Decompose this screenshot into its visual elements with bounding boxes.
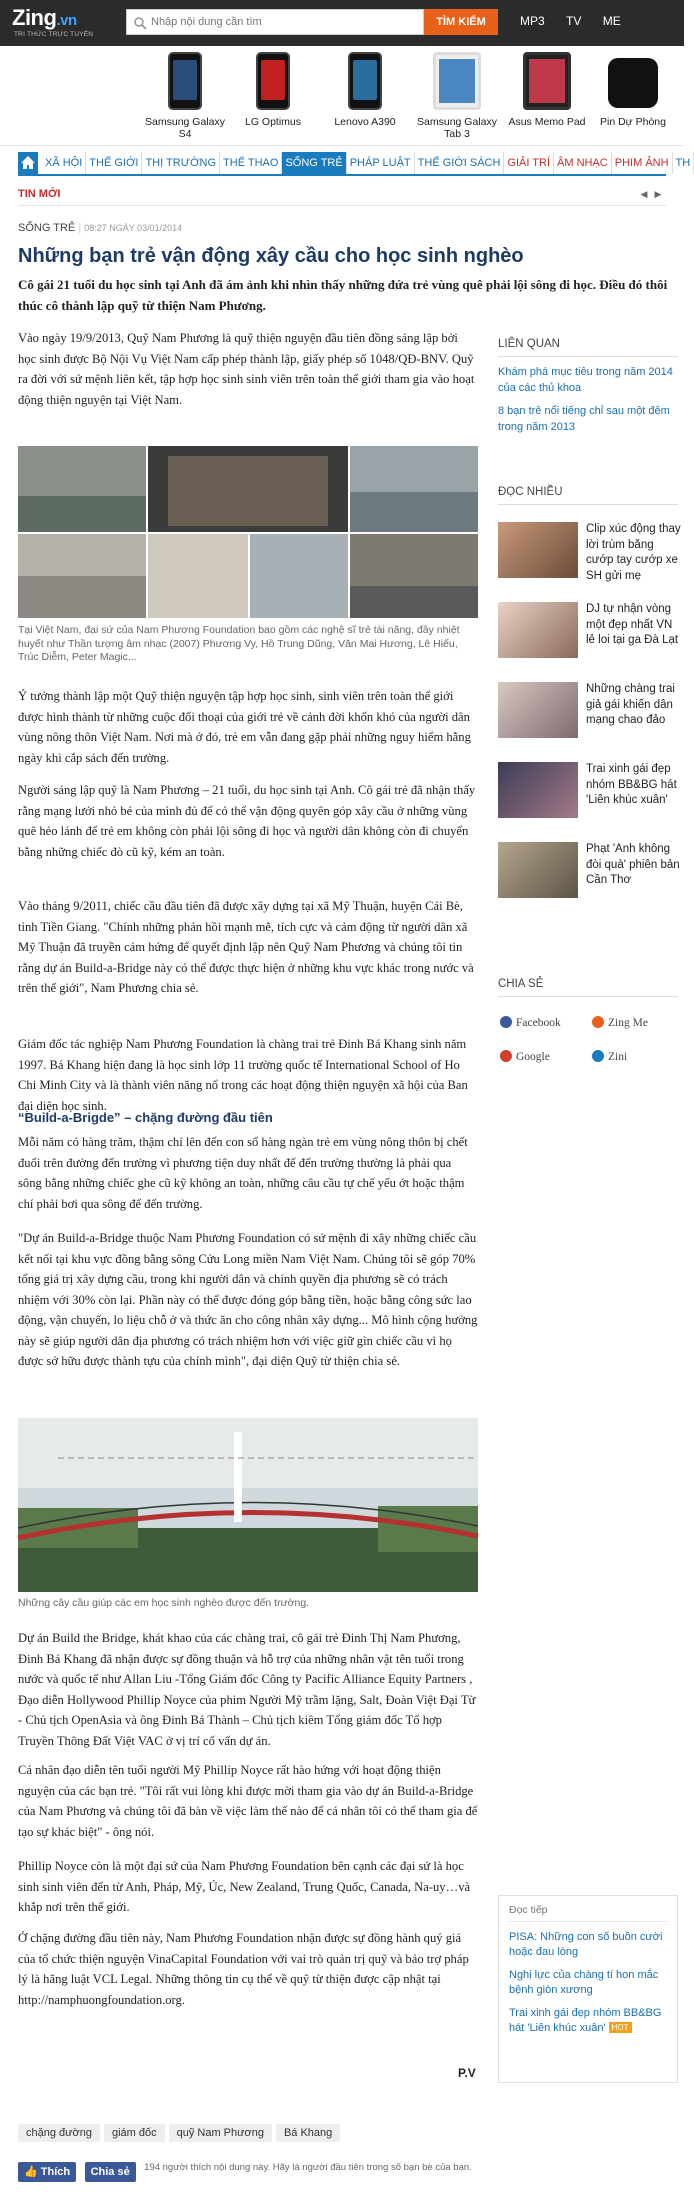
nav-item-the-thao[interactable]: THỂ THAO bbox=[220, 152, 282, 174]
paragraph: Cá nhân đạo diễn tên tuổi người Mỹ Phillip Noyce rất hào hứng với hoạt động thiện nguyện của các bạn trẻ. "Tôi rất vui lòng khi được mời tham gia vào dự án Build-a-Bridge của Nam Phương và chúng tôi đã bàn về việc làm thế nào để cá nhân tôi có thể tham gia để tạo sự khác biệt" - ông nói. bbox=[18, 1763, 478, 1839]
most-read-title-text: Clip xúc động thay lời trùm băng cướp tay cướp xe SH gửi mẹ bbox=[586, 523, 681, 582]
related-link[interactable]: 8 bạn trẻ nổi tiếng chỉ sau một đêm trong năm 2013 bbox=[498, 405, 670, 433]
nav-item-th[interactable]: TH bbox=[673, 152, 694, 174]
read-more-box bbox=[498, 1895, 678, 2083]
article-sapo: Cô gái 21 tuổi du học sinh tại Anh đã ám ảnh khi nhìn thấy những đứa trẻ vùng quê phải lội sông đi học. Điều đó thôi thúc cô thành lập quỹ từ thiện Nam Phương. bbox=[18, 277, 668, 313]
related-link[interactable]: Khám phá mục tiêu trong năm 2014 của các thủ khoa bbox=[498, 366, 673, 394]
most-read-title-text: Phạt 'Anh không đòi quà' phiên bản Cần Thơ bbox=[586, 843, 680, 886]
zini-icon bbox=[592, 1050, 604, 1062]
photo-collage-image bbox=[18, 446, 478, 618]
read-more-link[interactable]: PISA: Những con số buồn cười hoặc đau lòng bbox=[509, 1931, 663, 1958]
article-category[interactable]: SỐNG TRẺ bbox=[18, 222, 76, 234]
paragraph: Người sáng lập quỹ là Nam Phương – 21 tuổi, du học sinh tại Anh. Cô gái trẻ đã nhận thấy rằng mạng lưới nhỏ bé của mình đủ để có thể vận động quyên góp xây cầu ở những vùng quê hẻo lánh để trẻ em không còn phải lội sông đi học và người dân không còn đi chuyển bằng những chiếc đò cũ kỹ, kém an toàn. bbox=[18, 783, 476, 859]
top-link-mp3[interactable]: MP3 bbox=[520, 14, 545, 28]
paragraph: "Dự án Build-a-Bridge thuộc Nam Phương Foundation có sứ mệnh đi xây những chiếc cầu kết nối tại khu vực đồng bằng sông Cửu Long miền Nam Việt Nam. Chúng tôi sẽ góp 70% tổng giá trị xây dựng cầu, trong khi người dân và chính quyền địa phương sẽ có trách nhiệm với 30% còn lại. Phần này có thể được đóng góp bằng tiền, hoặc bằng công sức lao động, vận chuyển, lo liệu chỗ ở và thức ăn cho công nhân xây dựng... Mô hình cộng hưởng này sẽ giúp người dân địa phương có trách nhiệm hơn với việc giữ gìn chiếc cầu vì họ được sở hữu được thành tựu của chính mình", đại diện Quỹ từ thiện chia sẻ. bbox=[18, 1231, 478, 1368]
product-name: Lenovo A390 bbox=[334, 116, 396, 128]
product-name: Samsung Galaxy Tab 3 bbox=[417, 116, 497, 140]
tag-item[interactable]: giám đốc bbox=[104, 2124, 165, 2142]
product-item[interactable] bbox=[412, 52, 502, 144]
zing-logo[interactable] bbox=[12, 5, 122, 41]
share-section bbox=[498, 978, 678, 997]
share-google[interactable]: Google bbox=[500, 1050, 550, 1063]
nav-item-thi-truong[interactable]: THỊ TRƯỜNG bbox=[142, 152, 220, 174]
nav-item-giai-tri[interactable]: GIẢI TRÍ bbox=[504, 152, 554, 174]
thumbnail bbox=[498, 842, 578, 898]
top-bar bbox=[0, 0, 684, 46]
nav-item-phim-anh[interactable]: PHIM ẢNH bbox=[612, 152, 673, 174]
ticker-label: TIN MỚI bbox=[18, 188, 61, 200]
news-ticker bbox=[18, 186, 666, 206]
most-read-item[interactable] bbox=[498, 842, 678, 922]
nav-item-the-gioi-sach[interactable]: THẾ GIỚI SÁCH bbox=[415, 152, 505, 174]
brand-slogan: TRI THỨC TRỰC TUYẾN bbox=[14, 31, 94, 38]
paragraph: Vào ngày 19/9/2013, Quỹ Nam Phương là quỹ thiện nguyện đầu tiên đồng sáng lập bởi học sinh được Bộ Nội Vụ Việt Nam cấp phép thành lập, giấy phép số 1048/QĐ-BNV. Quỹ ra đời với sứ mệnh liên kết, tập hợp học sinh sinh viên trên toàn thế giới tham gia vào hoạt động thiện nguyện tại Việt Nam. bbox=[18, 331, 475, 407]
most-read-item[interactable] bbox=[498, 682, 678, 762]
article-title: Những bạn trẻ vận động xây cầu cho học sinh nghèo bbox=[18, 245, 524, 267]
phone-icon bbox=[348, 52, 382, 110]
most-read-section bbox=[498, 486, 681, 946]
read-more-link[interactable]: Nghị lực của chàng tí hon mắc bệnh giòn xương bbox=[509, 1969, 659, 1996]
facebook-like-button[interactable]: 👍 Thích bbox=[18, 2162, 76, 2182]
thumbnail bbox=[498, 762, 578, 818]
search-input[interactable] bbox=[151, 13, 417, 31]
search-button[interactable]: TÌM KIẾM bbox=[424, 9, 498, 35]
product-item[interactable] bbox=[588, 52, 678, 144]
main-nav bbox=[18, 152, 691, 176]
nav-item-am-nhac[interactable]: ÂM NHẠC bbox=[554, 152, 612, 174]
thumbs-up-icon: 👍 bbox=[24, 2166, 41, 2178]
tag-item[interactable]: Bá Khang bbox=[276, 2124, 340, 2142]
google-icon bbox=[500, 1050, 512, 1062]
product-item[interactable] bbox=[502, 52, 592, 144]
thumbnail bbox=[498, 522, 578, 578]
hot-badge: HOT bbox=[609, 2022, 632, 2033]
powerbank-icon bbox=[608, 58, 658, 108]
facebook-like-bar bbox=[18, 2162, 474, 2184]
article-photo-bridge bbox=[18, 1418, 478, 1592]
product-item[interactable] bbox=[140, 52, 230, 144]
article-photo-collage bbox=[18, 446, 478, 618]
like-count-text: 194 người thích nội dung này. Hãy là người đầu tiên trong số bạn bè của bạn. bbox=[144, 2162, 472, 2173]
tag-list bbox=[18, 2124, 344, 2142]
tablet-icon bbox=[433, 52, 481, 110]
search-box bbox=[126, 9, 424, 35]
read-more-title: Đọc tiếp bbox=[509, 1904, 667, 1922]
chevron-right-icon[interactable]: ▶ bbox=[654, 189, 662, 199]
share-zingme[interactable]: Zing Me bbox=[592, 1016, 648, 1029]
product-name: Samsung Galaxy S4 bbox=[145, 116, 225, 140]
bridge-photo-image bbox=[18, 1418, 478, 1592]
top-link-tv[interactable]: TV bbox=[566, 14, 582, 28]
chevron-left-icon[interactable]: ◀ bbox=[640, 189, 648, 199]
facebook-icon bbox=[500, 1016, 512, 1028]
most-read-item[interactable] bbox=[498, 522, 681, 602]
paragraph: Phillip Noyce còn là một đại sứ của Nam Phương Foundation bên cạnh các đại sứ là học sinh sinh viên đến từ Anh, Pháp, Mỹ, Úc, New Zealand, Trung Quốc, Canada, Na-uy…và khắp nơi trên thế giới. bbox=[18, 1859, 471, 1914]
article-signature: P.V bbox=[458, 2066, 476, 2080]
photo-caption: Tại Việt Nam, đại sứ của Nam Phương Foundation bao gồm các nghệ sĩ trẻ tài năng, đầy nhiệt huyết như Thần tượng âm nhạc (2007) Phương Vy, Hồ Trung Dũng, Văn Mai Hương, Lê Hiếu, Trúc Diễm, Peter Magic... bbox=[18, 624, 460, 663]
paragraph: Mỗi năm có hàng trăm, thậm chí lên đến con số hàng ngàn trẻ em vùng nông thôn bị chết đuối trên đường đến trường vì phương tiện duy nhất để đến trường thường là phải qua sông bằng những chiếc ghe cũ kỹ không an toàn, những câu cầu tự chế yếu ớt hoặc thậm chí phải bơi qua sông để đến trường. bbox=[18, 1135, 468, 1211]
product-name: LG Optimus bbox=[244, 116, 302, 128]
product-item[interactable] bbox=[320, 52, 410, 144]
share-zini[interactable]: Zini bbox=[592, 1050, 627, 1063]
brand-name: Zing.vn bbox=[12, 5, 77, 30]
share-facebook[interactable]: Facebook bbox=[500, 1016, 561, 1029]
product-name: Pin Dự Phòng bbox=[600, 116, 666, 128]
thumbnail bbox=[498, 602, 578, 658]
share-title: CHIA SẺ bbox=[498, 978, 678, 997]
nav-item-phap-luat[interactable]: PHÁP LUẬT bbox=[347, 152, 415, 174]
paragraph: Dự án Build the Bridge, khát khao của các chàng trai, cô gái trẻ Đinh Thị Nam Phương, Đinh Bá Khang đã nhận được sự đồng thuận và hỗ trợ của những nhân vật tên tuổi trong nước và quốc tế như Allan Liu -Tổng Giám đốc Công ty Pacific Alliance Equity Partners , Đạo diễn Hollywood Phillip Noyce của phim Người Mỹ trầm lặng, Salt, Đoàn Việt Đại Từ - Chủ tịch OpenAsia và ông Đinh Bá Thành – Chủ tịch kiêm Tổng giám đốc Tổ hợp Truyền Thông Đất Việt VAC ở vị trí cố vấn dự án. bbox=[18, 1631, 476, 1748]
most-read-item[interactable] bbox=[498, 602, 678, 682]
facebook-share-button[interactable]: Chia sẻ bbox=[85, 2162, 136, 2182]
home-button[interactable] bbox=[18, 152, 38, 174]
paragraph: Ý tưởng thành lập một Quỹ thiện nguyện tập hợp học sinh, sinh viên trên toàn thế giới được hình thành từ những cuộc đối thoại của giới trẻ về cảnh đời khốn khó của người dân vùng nông thôn Việt Nam. Nơi mà ở đó, trẻ em vẫn đang gặp phải những nguy hiểm hằng ngày khi cắp sách đến trường. bbox=[18, 689, 471, 765]
top-link-me[interactable]: ME bbox=[602, 14, 621, 28]
phone-icon bbox=[168, 52, 202, 110]
read-more-link[interactable]: Trai xinh gái đẹp nhóm BB&BG hát 'Liên khúc xuân' HOT bbox=[509, 2007, 662, 2034]
tag-item[interactable]: chặng đường bbox=[18, 2124, 100, 2142]
product-item[interactable] bbox=[228, 52, 318, 144]
thumbnail bbox=[498, 682, 578, 738]
most-read-title-text: Trai xinh gái đẹp nhóm BB&BG hát 'Liên khúc xuân' bbox=[586, 763, 677, 806]
home-icon bbox=[18, 152, 38, 174]
phone-icon bbox=[256, 52, 290, 110]
related-title: LIÊN QUAN bbox=[498, 338, 678, 357]
product-name: Asus Memo Pad bbox=[508, 116, 586, 128]
most-read-title-text: DJ tự nhận vòng một đẹp nhất VN lẻ loi tại ga Đà Lạt bbox=[586, 603, 679, 646]
product-strip bbox=[0, 46, 684, 146]
photo-caption: Những cây cầu giúp các em học sinh nghèo được đến trường. bbox=[18, 1597, 310, 1609]
article-date: 08:27 NGÀY 03/01/2014 bbox=[84, 223, 183, 233]
section-subhead: “Build-a-Brigde” – chặng đường đầu tiên bbox=[18, 1110, 273, 1125]
top-links bbox=[520, 14, 639, 28]
paragraph: Ở chặng đường đầu tiên này, Nam Phương Foundation nhận được sự đồng hành quý giá của tổ chức thiện nguyện VinaCapital Foundation với vai trò quản trị quỹ và bảo trợ pháp lý là hãng luật VCL Legal. Những thông tin cụ thể về quỹ từ thiện được cập nhật tại http://namphuongfoundation.org. bbox=[18, 1931, 469, 2007]
article-meta: SỐNG TRẺ | 08:27 NGÀY 03/01/2014 bbox=[18, 222, 183, 234]
most-read-title: ĐỌC NHIỀU bbox=[498, 486, 678, 505]
nav-item-song-tre[interactable]: SỐNG TRẺ bbox=[282, 152, 346, 174]
most-read-item[interactable] bbox=[498, 762, 678, 842]
tablet-icon bbox=[523, 52, 571, 110]
search-icon bbox=[133, 16, 147, 30]
nav-item-the-gioi[interactable]: THẾ GIỚI bbox=[86, 152, 142, 174]
related-section bbox=[498, 338, 678, 435]
zing-me-icon bbox=[592, 1016, 604, 1028]
nav-item-xa-hoi[interactable]: XÃ HỘI bbox=[42, 152, 86, 174]
paragraph: Giám đốc tác nghiệp Nam Phương Foundation là chàng trai trẻ Đinh Bá Khang sinh năm 1997. Bá Khang hiện đang là học sinh lớp 11 trường quốc tế International School of Ho Chi Minh City và là thành viên năng nổ trong các hoạt động thiện nguyện xã hội của Ban đại diện học sinh. bbox=[18, 1037, 468, 1113]
tag-item[interactable]: quỹ Nam Phương bbox=[169, 2124, 272, 2142]
paragraph: Vào tháng 9/2011, chiếc cầu đầu tiên đã được xây dựng tại xã Mỹ Thuận, huyện Cái Bè, tỉnh Tiền Giang. "Chính những phản hồi mạnh mẽ, tích cực và cảm động từ người dân xã Mỹ Thuận đã truyền cảm hứng để quyết định lập nên Quỹ Nam Phương và chúng tôi tin rằng dự án Build-a-Bridge này có thể được thực hiện ở những khu vực khác trong nước và trên thế giới", Nam Phương chia sẻ. bbox=[18, 899, 474, 995]
most-read-title-text: Những chàng trai giả gái khiến dân mạng chao đảo bbox=[586, 683, 675, 726]
